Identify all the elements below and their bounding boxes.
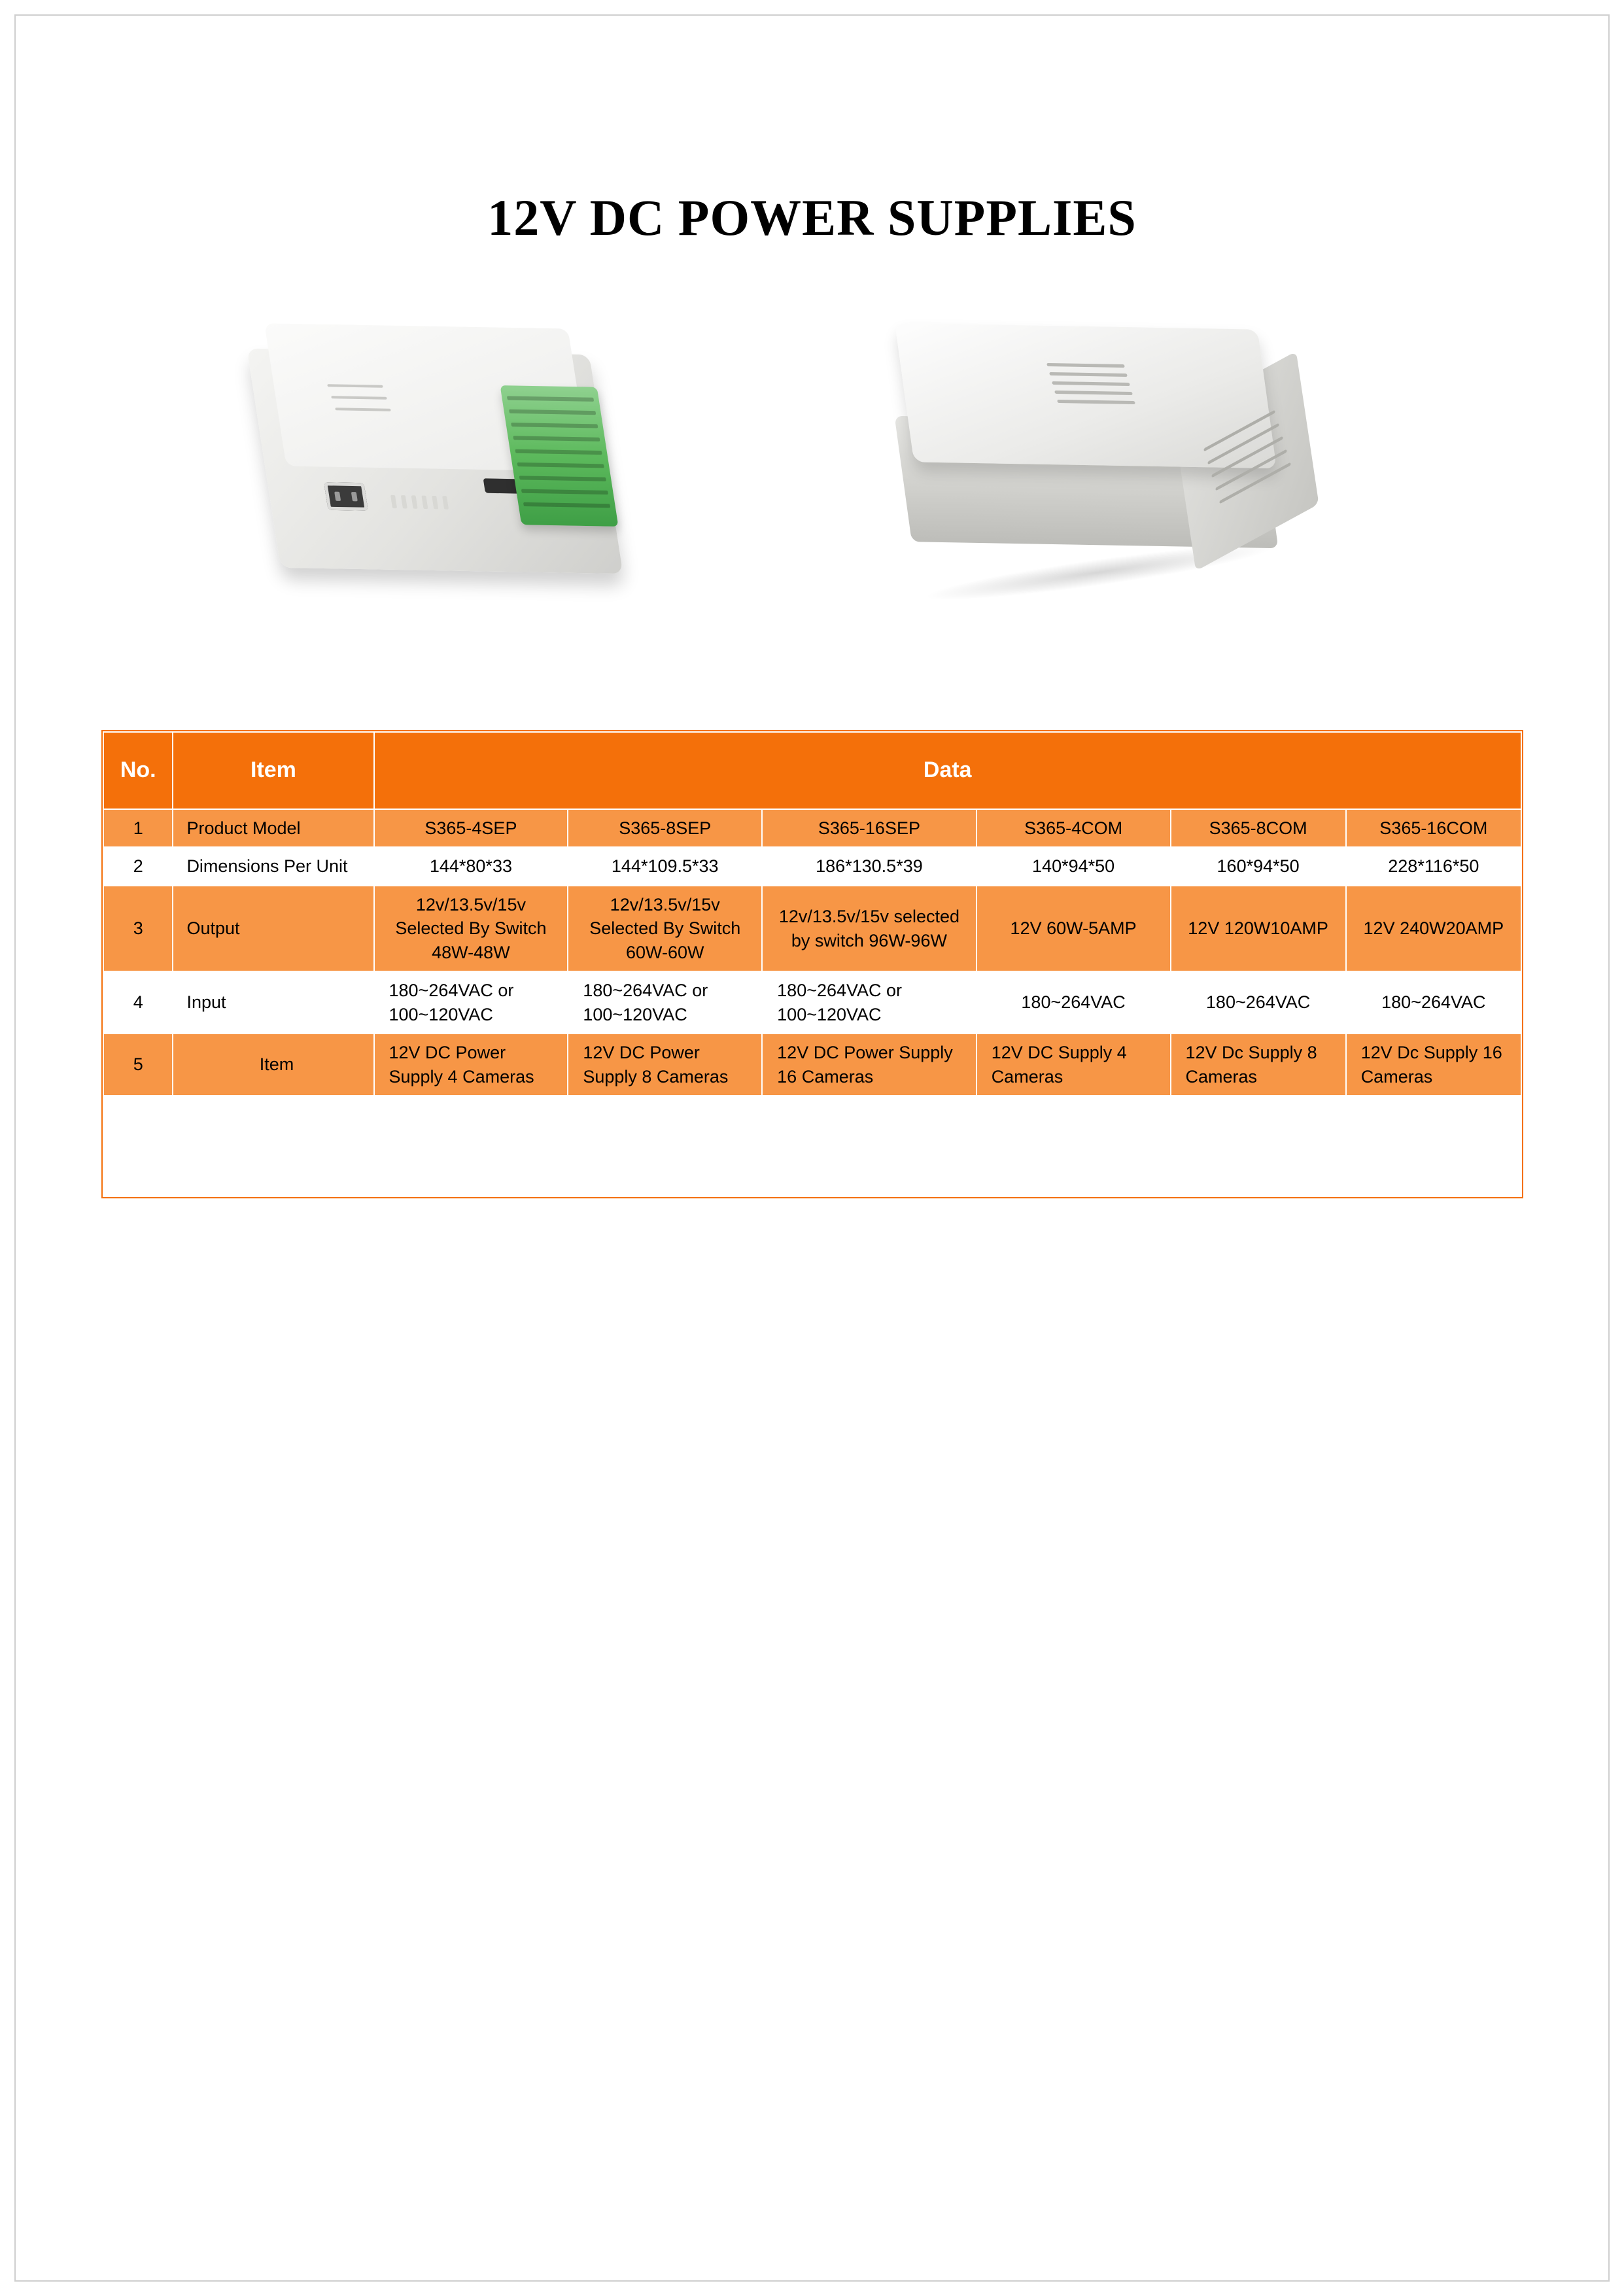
product-photos [0, 288, 1624, 693]
row-item: Product Model [173, 809, 373, 847]
open-frame-power-supply-photo [249, 314, 654, 621]
cell-value: 180~264VAC [1346, 971, 1521, 1034]
table-row [103, 1034, 1521, 1096]
cell-value: 12v/13.5v/15v selected by switch 96W-96W [762, 886, 976, 971]
cell-value: 12V 240W20AMP [1346, 886, 1521, 971]
header-no: No. [103, 732, 173, 809]
cell-value: 12V DC Power Supply 4 Cameras [374, 1034, 568, 1096]
cell-value: 228*116*50 [1346, 847, 1521, 885]
header-item: Item [173, 732, 373, 809]
enclosed-power-supply-photo [876, 301, 1347, 641]
cell-value: S365-4COM [976, 809, 1171, 847]
cell-value: 12v/13.5v/15v Selected By Switch 60W-60W [568, 886, 762, 971]
cell-value: 180~264VAC or 100~120VAC [762, 971, 976, 1034]
row-item: Dimensions Per Unit [173, 847, 373, 885]
row-item: Item [173, 1034, 373, 1096]
cell-value: 180~264VAC or 100~120VAC [374, 971, 568, 1034]
cell-value: 12V DC Power Supply 8 Cameras [568, 1034, 762, 1096]
table-row [103, 886, 1521, 971]
row-no: 2 [103, 847, 173, 885]
row-no: 5 [103, 1034, 173, 1096]
table-row [103, 809, 1521, 847]
cell-value: 12V DC Power Supply 16 Cameras [762, 1034, 976, 1096]
cell-value: 12V 120W10AMP [1171, 886, 1346, 971]
cell-value: 160*94*50 [1171, 847, 1346, 885]
led-indicator-row [390, 495, 470, 511]
cell-value: 180~264VAC [976, 971, 1171, 1034]
cell-value: S365-16COM [1346, 809, 1521, 847]
row-no: 3 [103, 886, 173, 971]
cell-value: S365-8COM [1171, 809, 1346, 847]
cell-value: S365-8SEP [568, 809, 762, 847]
ac-inlet-socket-icon [324, 482, 368, 511]
table-header-row [103, 732, 1521, 809]
table-row [103, 971, 1521, 1034]
cell-value: 180~264VAC [1171, 971, 1346, 1034]
row-no: 4 [103, 971, 173, 1034]
row-item: Output [173, 886, 373, 971]
cell-value: 180~264VAC or 100~120VAC [568, 971, 762, 1034]
row-item: Input [173, 971, 373, 1034]
cell-value: S365-16SEP [762, 809, 976, 847]
case-top-panel [895, 323, 1277, 468]
table-row [103, 847, 1521, 885]
cell-value: 12V 60W-5AMP [976, 886, 1171, 971]
cell-value: 12V DC Supply 4 Cameras [976, 1034, 1171, 1096]
cell-value: 186*130.5*39 [762, 847, 976, 885]
cell-value: 144*80*33 [374, 847, 568, 885]
page-title: 12V DC POWER SUPPLIES [487, 189, 1137, 246]
header-data: Data [374, 732, 1522, 809]
specifications-table [103, 731, 1522, 1096]
cell-value: 12V Dc Supply 8 Cameras [1171, 1034, 1346, 1096]
cell-value: S365-4SEP [374, 809, 568, 847]
cell-value: 144*109.5*33 [568, 847, 762, 885]
cell-value: 12v/13.5v/15v Selected By Switch 48W-48W [374, 886, 568, 971]
row-no: 1 [103, 809, 173, 847]
cell-value: 12V Dc Supply 16 Cameras [1346, 1034, 1521, 1096]
cell-value: 140*94*50 [976, 847, 1171, 885]
